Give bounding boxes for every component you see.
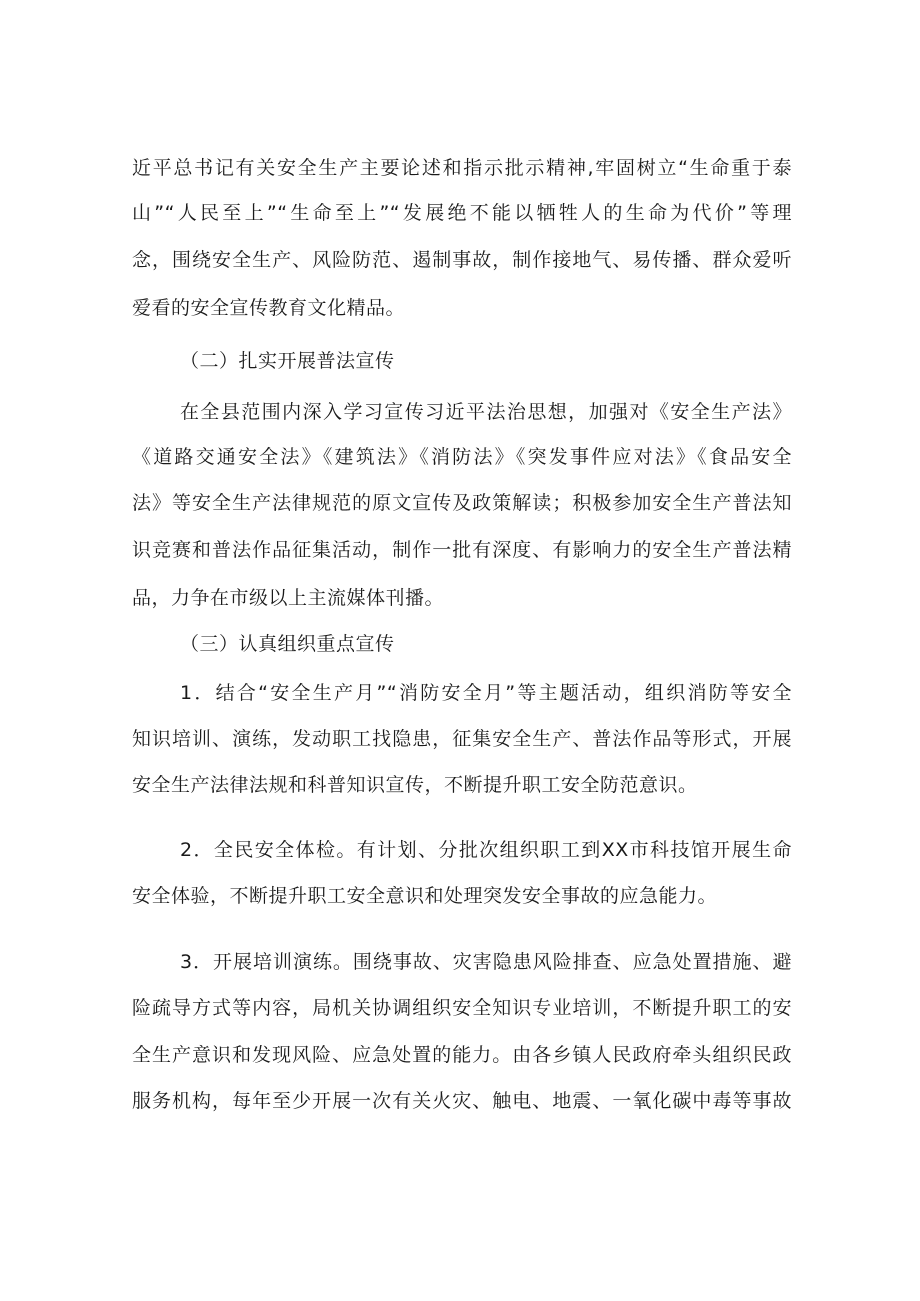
section-heading-key-publicity: （三）认真组织重点宣传	[180, 633, 395, 655]
text-line: 服务机构，每年至少开展一次有关火灾、触电、地震、一氧化碳中毒等事故	[132, 1090, 792, 1112]
text-line: 识竞赛和普法作品征集活动，制作一批有深度、有影响力的安全生产普法精	[132, 539, 792, 561]
text-line: 安全生产法律法规和科普知识宣传，不断提升职工安全防范意识。	[132, 774, 698, 796]
text-line: 念，围绕安全生产、风险防范、遏制事故，制作接地气、易传播、群众爱听	[132, 249, 792, 271]
text-line: 安全体验，不断提升职工安全意识和处理突发安全事故的应急能力。	[132, 885, 718, 907]
section-heading-law-publicity: （二）扎实开展普法宣传	[180, 350, 395, 372]
text-line: 险疏导方式等内容，局机关协调组织安全知识专业培训，不断提升职工的安	[132, 997, 792, 1019]
text-line: 爱看的安全宣传教育文化精品。	[132, 297, 406, 319]
text-line: 法》等安全生产法律规范的原文宣传及政策解读；积极参加安全生产普法知	[132, 492, 792, 514]
text-line: 2．全民安全体检。有计划、分批次组织职工到XX市科技馆开展生命	[180, 839, 792, 861]
text-line: 知识培训、演练，发动职工找隐患，征集安全生产、普法作品等形式，开展	[132, 728, 792, 750]
text-line: 《道路交通安全法》《建筑法》《消防法》《突发事件应对法》《食品安全	[132, 446, 792, 468]
text-line: 全生产意识和发现风险、应急处置的能力。由各乡镇人民政府牵头组织民政	[132, 1044, 792, 1066]
text-line: 在全县范围内深入学习宣传习近平法治思想，加强对《安全生产法》	[180, 401, 792, 423]
text-line: 品，力争在市级以上主流媒体刊播。	[132, 587, 445, 609]
text-line: 山”“人民至上”“生命至上”“发展绝不能以牺牲人的生命为代价”等理	[132, 202, 792, 224]
text-line: 1．结合“安全生产月”“消防安全月”等主题活动，组织消防等安全	[180, 682, 792, 704]
text-line: 3．开展培训演练。围绕事故、灾害隐患风险排查、应急处置措施、避	[180, 951, 792, 973]
text-line: 近平总书记有关安全生产主要论述和指示批示精神,牢固树立“生命重于泰	[132, 157, 792, 179]
